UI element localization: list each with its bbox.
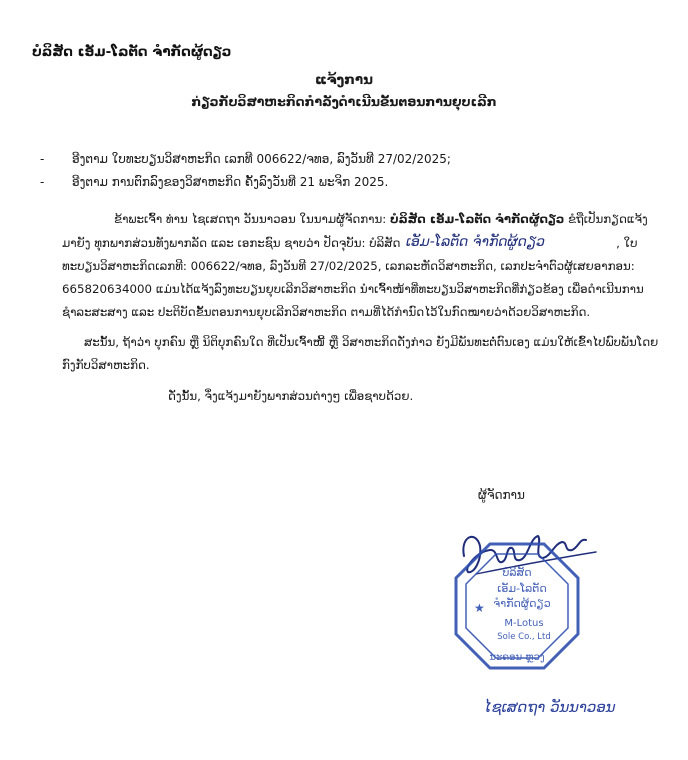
stamp-top-text: ບໍລິສັດ xyxy=(502,566,532,579)
reference-item xyxy=(40,148,660,171)
document-subtitle: ກ່ຽວກັບວິສາຫະກິດກຳລັງດຳເນີນຂັ້ນຕອນການຍຸບເລີກ xyxy=(191,94,497,109)
list-dash: - xyxy=(40,152,45,166)
reference-list xyxy=(40,148,660,194)
stamp-company-en-2: Sole Co., Ltd xyxy=(497,632,551,642)
stamp-company-lao-2: ຈຳກັດຜູ້ດຽວ xyxy=(493,597,551,610)
company-stamp xyxy=(452,540,582,672)
paragraph-text: ໃບທະບຽນວິສາຫະກິດເລກທີ: 006622/ຈທອ, ລົງວັນທີ 27/02/2025, ເລກລະຫັດວິສາຫະກິດ, ເລກປະຈຳຕົວຜູ້ເສຍອາກອນ: 665820634000 ແມ່ນໄດ້ແຈ້ງລົງທະບຽນຍຸບເລີກວິສາຫະກິດ ນຳເຈົ້າໜ້າທີ່ທະບຽນວິສາຫະກິດທີ່ກ່ຽວຂ້ອງ ເພື່ອດຳເນີນການຊຳລະສະສາງ ແລະ ປະຕິບັດຂັ້ນຕອນການຍຸບເລີກວິສາຫະກິດ ຕາມທີ່ໄດ້ກຳນົດໄວ້ໃນກົດໝາຍວ່າດ້ວຍວິສາຫະກິດ. xyxy=(62,236,644,319)
document-title: ແຈ້ງການ xyxy=(314,72,374,88)
paragraph-main: ຂ້າພະເຈົ້າ ທ່ານ ໄຊເສດຖາ ວັນນາວອນ ໃນນາມຜູ້ຈັດການ: ບໍລິສັດ ເອັມ-ໂລຕັດ ຈຳກັດຜູ້ດຽວ ຂໍຖືເປັນກຽດແຈ້ງມາຍັງ ທຸກພາກສ່ວນທັງພາກລັດ ແລະ ເອກະຊົນ ຊາບວ່າ ປັດຈຸບັນ: ບໍລິສັດ ເອັມ-ໂລຕັດ ຈຳກັດຜູ້ດຽວ , ໃບທະບຽນວິສາຫະກິດເລກທີ: 006622/ຈທອ, ລົງວັນທີ 27/02/2025, ເລກລະຫັດວິສາຫະກິດ, ເລກປະຈຳຕົວຜູ້ເສຍອາກອນ: 665820634000 ແມ່ນໄດ້ແຈ້ງລົງທະບຽນຍຸບເລີກວິສາຫະກິດ ນຳເຈົ້າໜ້າທີ່ທະບຽນວິສາຫະກິດທີ່ກ່ຽວຂ້ອງ ເພື່ອດຳເນີນການຊຳລະສະສາງ ແລະ ປະຕິບັດຂັ້ນຕອນການຍຸບເລີກວິສາຫະກິດ ຕາມທີ່ໄດ້ກຳນົດໄວ້ໃນກົດໝາຍວ່າດ້ວຍວິສາຫະກິດ. xyxy=(62,212,648,319)
stamp-bottom-text: ນະຄອນ ຫຼວງ xyxy=(489,652,545,663)
reference-text: ອີງຕາມ ການຕົກລົງຂອງວິສາຫະກິດ ຄັ້ງລົງວັນທີ 21 ພະຈິກ 2025. xyxy=(72,175,389,189)
stamp-company-lao-1: ເອັມ-ໂລຕັດ xyxy=(497,582,547,595)
reference-item xyxy=(40,171,660,194)
signer-role: ຜູ້ຈັດການ xyxy=(478,488,525,502)
company-header: ບໍລິສັດ ເອັມ-ໂລຕັດ ຈຳກັດຜູ້ດຽວ xyxy=(32,44,232,60)
paragraph-notice: ສະນັ້ນ, ຖ້າວ່າ ບຸກຄົນ ຫຼື ນິຕິບຸກຄົນໃດ ທີ່ເປັນເຈົ້າໜີ້ ຫຼື ວິສາຫະກິດດັ່ງກ່າວ ຍັງມີພັນທະຕໍ່ຕົນເອງ ແມ່ນໃຫ້ເຂົ້າໄປພົບພັນໂດຍກົງກັບວິສາຫະກິດ. xyxy=(62,335,659,372)
handwritten-text: ເອັມ-ໂລຕັດ ຈຳກັດຜູ້ດຽວ xyxy=(406,234,546,250)
reference-text: ອີງຕາມ ໃບທະບຽນວິສາຫະກິດ ເລກທີ 006622/ຈທອ, ລົງວັນທີ 27/02/2025; xyxy=(72,152,451,166)
signer-name: ໄຊເສດຖາ ວັນນາວອນ xyxy=(484,698,616,716)
stamp-company-en-1: M-Lotus xyxy=(504,618,544,629)
list-dash: - xyxy=(40,175,45,189)
paragraph-closing: ດັ່ງນັ້ນ, ຈຶ່ງແຈ້ງມາຍັງພາກສ່ວນຕ່າງໆ ເພື່ອຊາບດ້ວຍ. xyxy=(168,389,414,403)
letter-body xyxy=(62,208,659,408)
stamp-star-icon: ★ xyxy=(474,601,485,615)
paragraph-text: ຂ້າພະເຈົ້າ ທ່ານ ໄຊເສດຖາ ວັນນາວອນ ໃນນາມຜູ້ຈັດການ: xyxy=(114,212,391,226)
company-name-bold: ບໍລິສັດ ເອັມ-ໂລຕັດ ຈຳກັດຜູ້ດຽວ xyxy=(390,212,565,226)
handwritten-company-name xyxy=(404,231,616,251)
paragraph-text: ຂໍຖືເປັນກຽດແຈ້ງມາຍັງ ທຸກພາກສ່ວນທັງພາກລັດ ແລະ ເອກະຊົນ ຊາບວ່າ ປັດຈຸບັນ: ບໍລິສັດ xyxy=(62,212,648,250)
